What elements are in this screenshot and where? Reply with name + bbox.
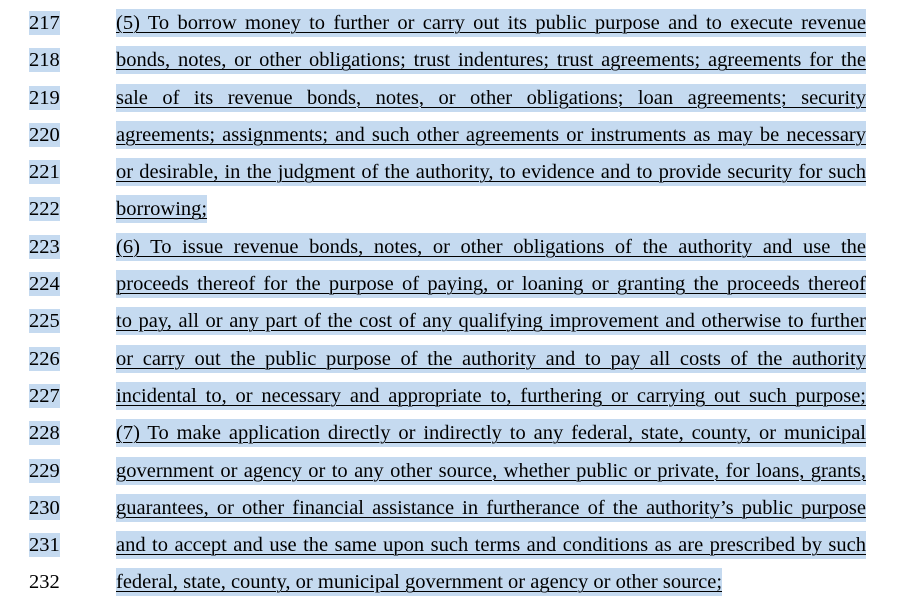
line-number: 219 <box>29 86 60 109</box>
document-line <box>0 453 903 490</box>
line-text[interactable]: (6) To issue revenue bonds, notes, or other obligations of the authority and use the <box>116 233 866 261</box>
line-text[interactable]: bonds, notes, or other obligations; trust indentures; trust agreements; agreements for the <box>116 46 866 74</box>
document-line <box>0 266 903 303</box>
line-text[interactable]: incidental to, or necessary and appropriate to, furthering or carrying out such purpose; <box>116 382 866 410</box>
line-number: 224 <box>29 273 60 296</box>
line-number: 220 <box>29 123 60 146</box>
line-text[interactable]: guarantees, or other financial assistance in furtherance of the authority’s public purpose <box>116 494 866 522</box>
line-number: 226 <box>29 347 60 370</box>
line-text[interactable]: government or agency or to any other source, whether public or private, for loans, grants, <box>116 457 866 485</box>
line-number: 229 <box>29 459 60 482</box>
document-line <box>0 229 903 266</box>
line-text[interactable]: (5) To borrow money to further or carry out its public purpose and to execute revenue <box>116 9 866 37</box>
line-text[interactable]: or desirable, in the judgment of the authority, to evidence and to provide security for such <box>116 158 866 186</box>
line-text[interactable]: or carry out the public purpose of the authority and to pay all costs of the authority <box>116 345 866 373</box>
line-number: 231 <box>29 534 60 557</box>
document-line <box>0 42 903 79</box>
document-line <box>0 564 903 601</box>
line-number: 222 <box>29 198 60 221</box>
document-line <box>0 117 903 154</box>
line-text[interactable]: (7) To make application directly or indirectly to any federal, state, county, or municipal <box>116 419 866 447</box>
document-line <box>0 415 903 452</box>
document-line <box>0 378 903 415</box>
document-page <box>0 5 903 602</box>
document-line <box>0 303 903 340</box>
line-number: 230 <box>29 496 60 519</box>
document-line <box>0 154 903 191</box>
document-line <box>0 191 903 228</box>
line-text[interactable]: federal, state, county, or municipal government or agency or other source; <box>116 568 722 596</box>
document-line <box>0 5 903 42</box>
line-number: 221 <box>29 161 60 184</box>
line-number: 225 <box>29 310 60 333</box>
document-line <box>0 341 903 378</box>
line-text[interactable]: borrowing; <box>116 195 207 223</box>
line-text[interactable]: and to accept and use the same upon such terms and conditions as are prescribed by such <box>116 531 866 559</box>
document-line <box>0 80 903 117</box>
line-text[interactable]: to pay, all or any part of the cost of any qualifying improvement and otherwise to further <box>116 307 866 335</box>
line-number: 217 <box>29 12 60 34</box>
line-text[interactable]: proceeds thereof for the purpose of paying, or loaning or granting the proceeds thereof <box>116 270 866 298</box>
line-number: 218 <box>29 49 60 72</box>
line-text[interactable]: agreements; assignments; and such other agreements or instruments as may be necessary <box>116 121 866 149</box>
line-number: 228 <box>29 422 60 445</box>
line-text[interactable]: sale of its revenue bonds, notes, or other obligations; loan agreements; security <box>116 84 866 112</box>
document-line <box>0 490 903 527</box>
line-number: 223 <box>29 235 60 258</box>
document-line <box>0 527 903 564</box>
line-number: 227 <box>29 384 60 407</box>
line-number: 232 <box>29 571 60 594</box>
